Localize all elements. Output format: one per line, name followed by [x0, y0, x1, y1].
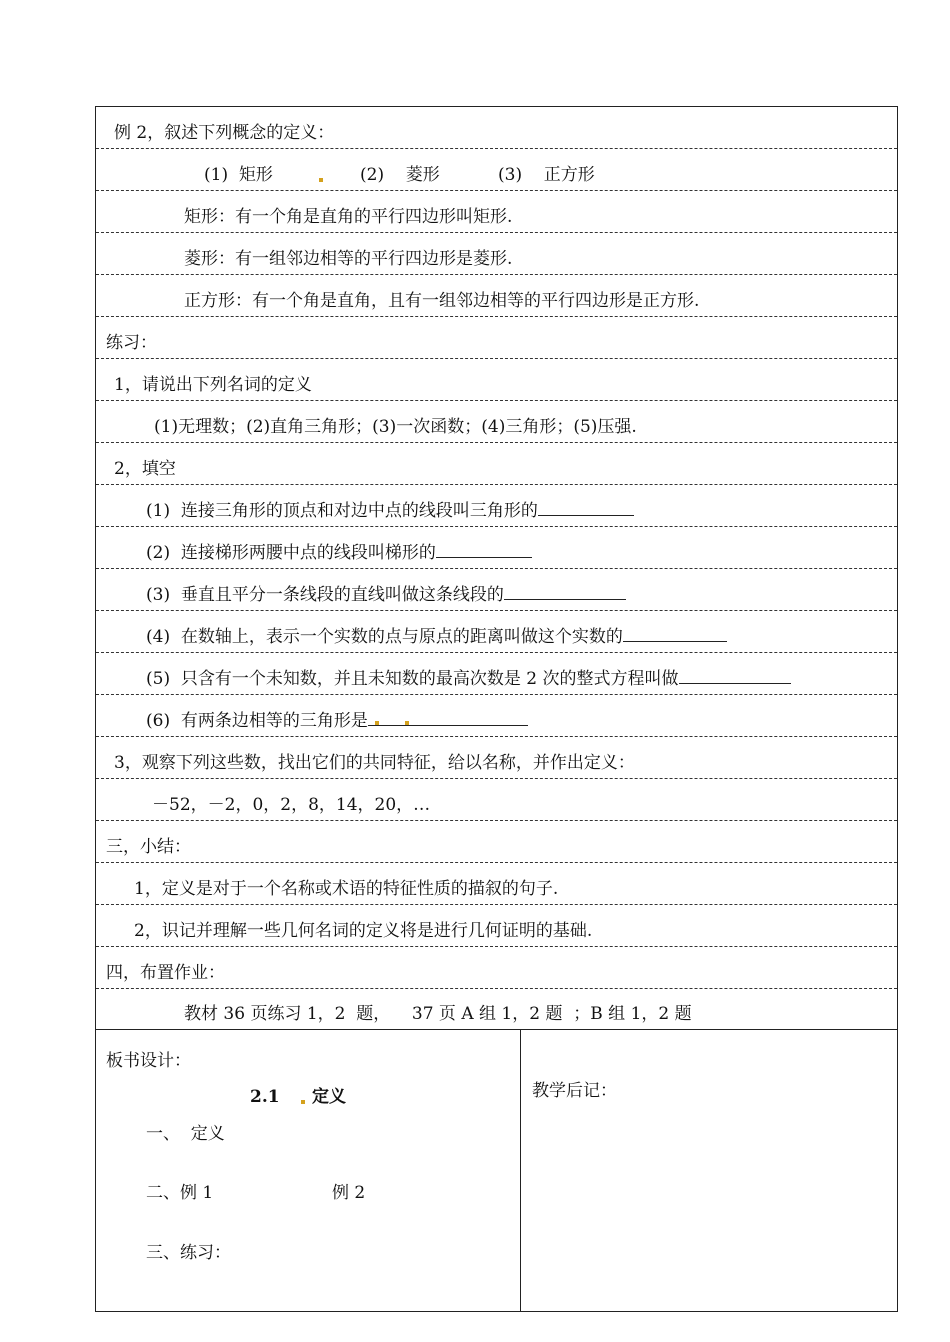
table-row — [96, 737, 897, 779]
lesson-plan-table — [95, 106, 898, 1312]
table-row — [96, 779, 897, 821]
table-row — [96, 863, 897, 905]
definition-square: 正方形：有一个角是直角，且有一组邻边相等的平行四边形是正方形. — [184, 291, 700, 311]
answer-blank — [538, 498, 634, 516]
table-row — [96, 149, 897, 191]
practice-heading: 练习： — [106, 333, 157, 353]
marker-dot — [375, 721, 379, 725]
fill-blank-1: (1) 连接三角形的顶点和对边中点的线段叫三角形的 — [146, 501, 538, 521]
table-row — [96, 947, 897, 989]
answer-blank — [436, 540, 532, 558]
question-3: 3，观察下列这些数，找出它们的共同特征，给以名称，并作出定义： — [114, 753, 635, 773]
definition-rhombus: 菱形：有一组邻边相等的平行四边形是菱形. — [184, 249, 513, 269]
table-row — [96, 233, 897, 275]
fill-blank-6: (6) 有两条边相等的三角形是 — [146, 711, 368, 731]
question-1-terms: (1)无理数；(2)直角三角形；(3)一次函数；(4)三角形；(5)压强. — [154, 417, 637, 437]
example-heading: 例 2，叙述下列概念的定义： — [114, 123, 335, 143]
column-divider — [520, 1030, 521, 1312]
answer-blank — [504, 582, 626, 600]
board-item-3: 三、练习： — [146, 1243, 231, 1263]
board-design-heading: 板书设计： — [106, 1051, 191, 1071]
definition-rectangle: 矩形：有一个角是直角的平行四边形叫矩形. — [184, 207, 513, 227]
board-item-1: 一、 定义 — [146, 1124, 225, 1144]
fill-blank-5: (5) 只含有一个未知数，并且未知数的最高次数是 2 次的整式方程叫做 — [146, 669, 679, 689]
marker-dot — [319, 178, 323, 182]
question-2: 2，填空 — [114, 459, 176, 479]
summary-2: 2，识记并理解一些几何名词的定义将是进行几何证明的基础. — [134, 921, 593, 941]
table-row — [96, 443, 897, 485]
summary-heading: 三，小结： — [106, 837, 191, 857]
marker-dot — [301, 1100, 305, 1104]
concept-3: (3) 正方形 — [498, 165, 595, 185]
summary-1: 1，定义是对于一个名称或术语的特征性质的描叙的句子. — [134, 879, 559, 899]
table-row — [96, 275, 897, 317]
bottom-section — [96, 1029, 897, 1312]
table-row — [96, 401, 897, 443]
table-row — [96, 987, 897, 1029]
board-item-2a: 二、例 1 — [146, 1183, 214, 1203]
answer-blank — [679, 666, 791, 684]
table-row — [96, 527, 897, 569]
answer-blank — [368, 708, 528, 726]
table-row — [96, 317, 897, 359]
teaching-notes-heading: 教学后记： — [532, 1081, 617, 1101]
table-row — [96, 905, 897, 947]
concept-1: (1) 矩形 — [204, 165, 273, 185]
board-item-2b: 例 2 — [332, 1183, 366, 1203]
table-row — [96, 821, 897, 863]
homework-detail: 教材 36 页练习 1，2 题， 37 页 A 组 1，2 题 ；B 组 1，2 题 — [184, 1004, 692, 1024]
table-row — [96, 569, 897, 611]
question-1: 1，请说出下列名词的定义 — [114, 375, 312, 395]
table-row — [96, 359, 897, 401]
number-sequence: －52，－2，0，2，8，14，20，… — [152, 795, 431, 815]
fill-blank-2: (2) 连接梯形两腰中点的线段叫梯形的 — [146, 543, 436, 563]
board-title-number: 2.1 — [250, 1087, 280, 1107]
homework-heading: 四，布置作业： — [106, 963, 225, 983]
table-row — [96, 485, 897, 527]
answer-blank — [623, 624, 727, 642]
table-row — [96, 611, 897, 653]
table-row — [96, 653, 897, 695]
board-title-text: 定义 — [312, 1087, 346, 1107]
table-row — [96, 191, 897, 233]
table-row — [96, 695, 897, 737]
marker-dot — [405, 721, 409, 725]
fill-blank-3: (3) 垂直且平分一条线段的直线叫做这条线段的 — [146, 585, 504, 605]
concept-2: (2) 菱形 — [360, 165, 440, 185]
fill-blank-4: (4) 在数轴上，表示一个实数的点与原点的距离叫做这个实数的 — [146, 627, 623, 647]
table-row — [96, 107, 897, 149]
